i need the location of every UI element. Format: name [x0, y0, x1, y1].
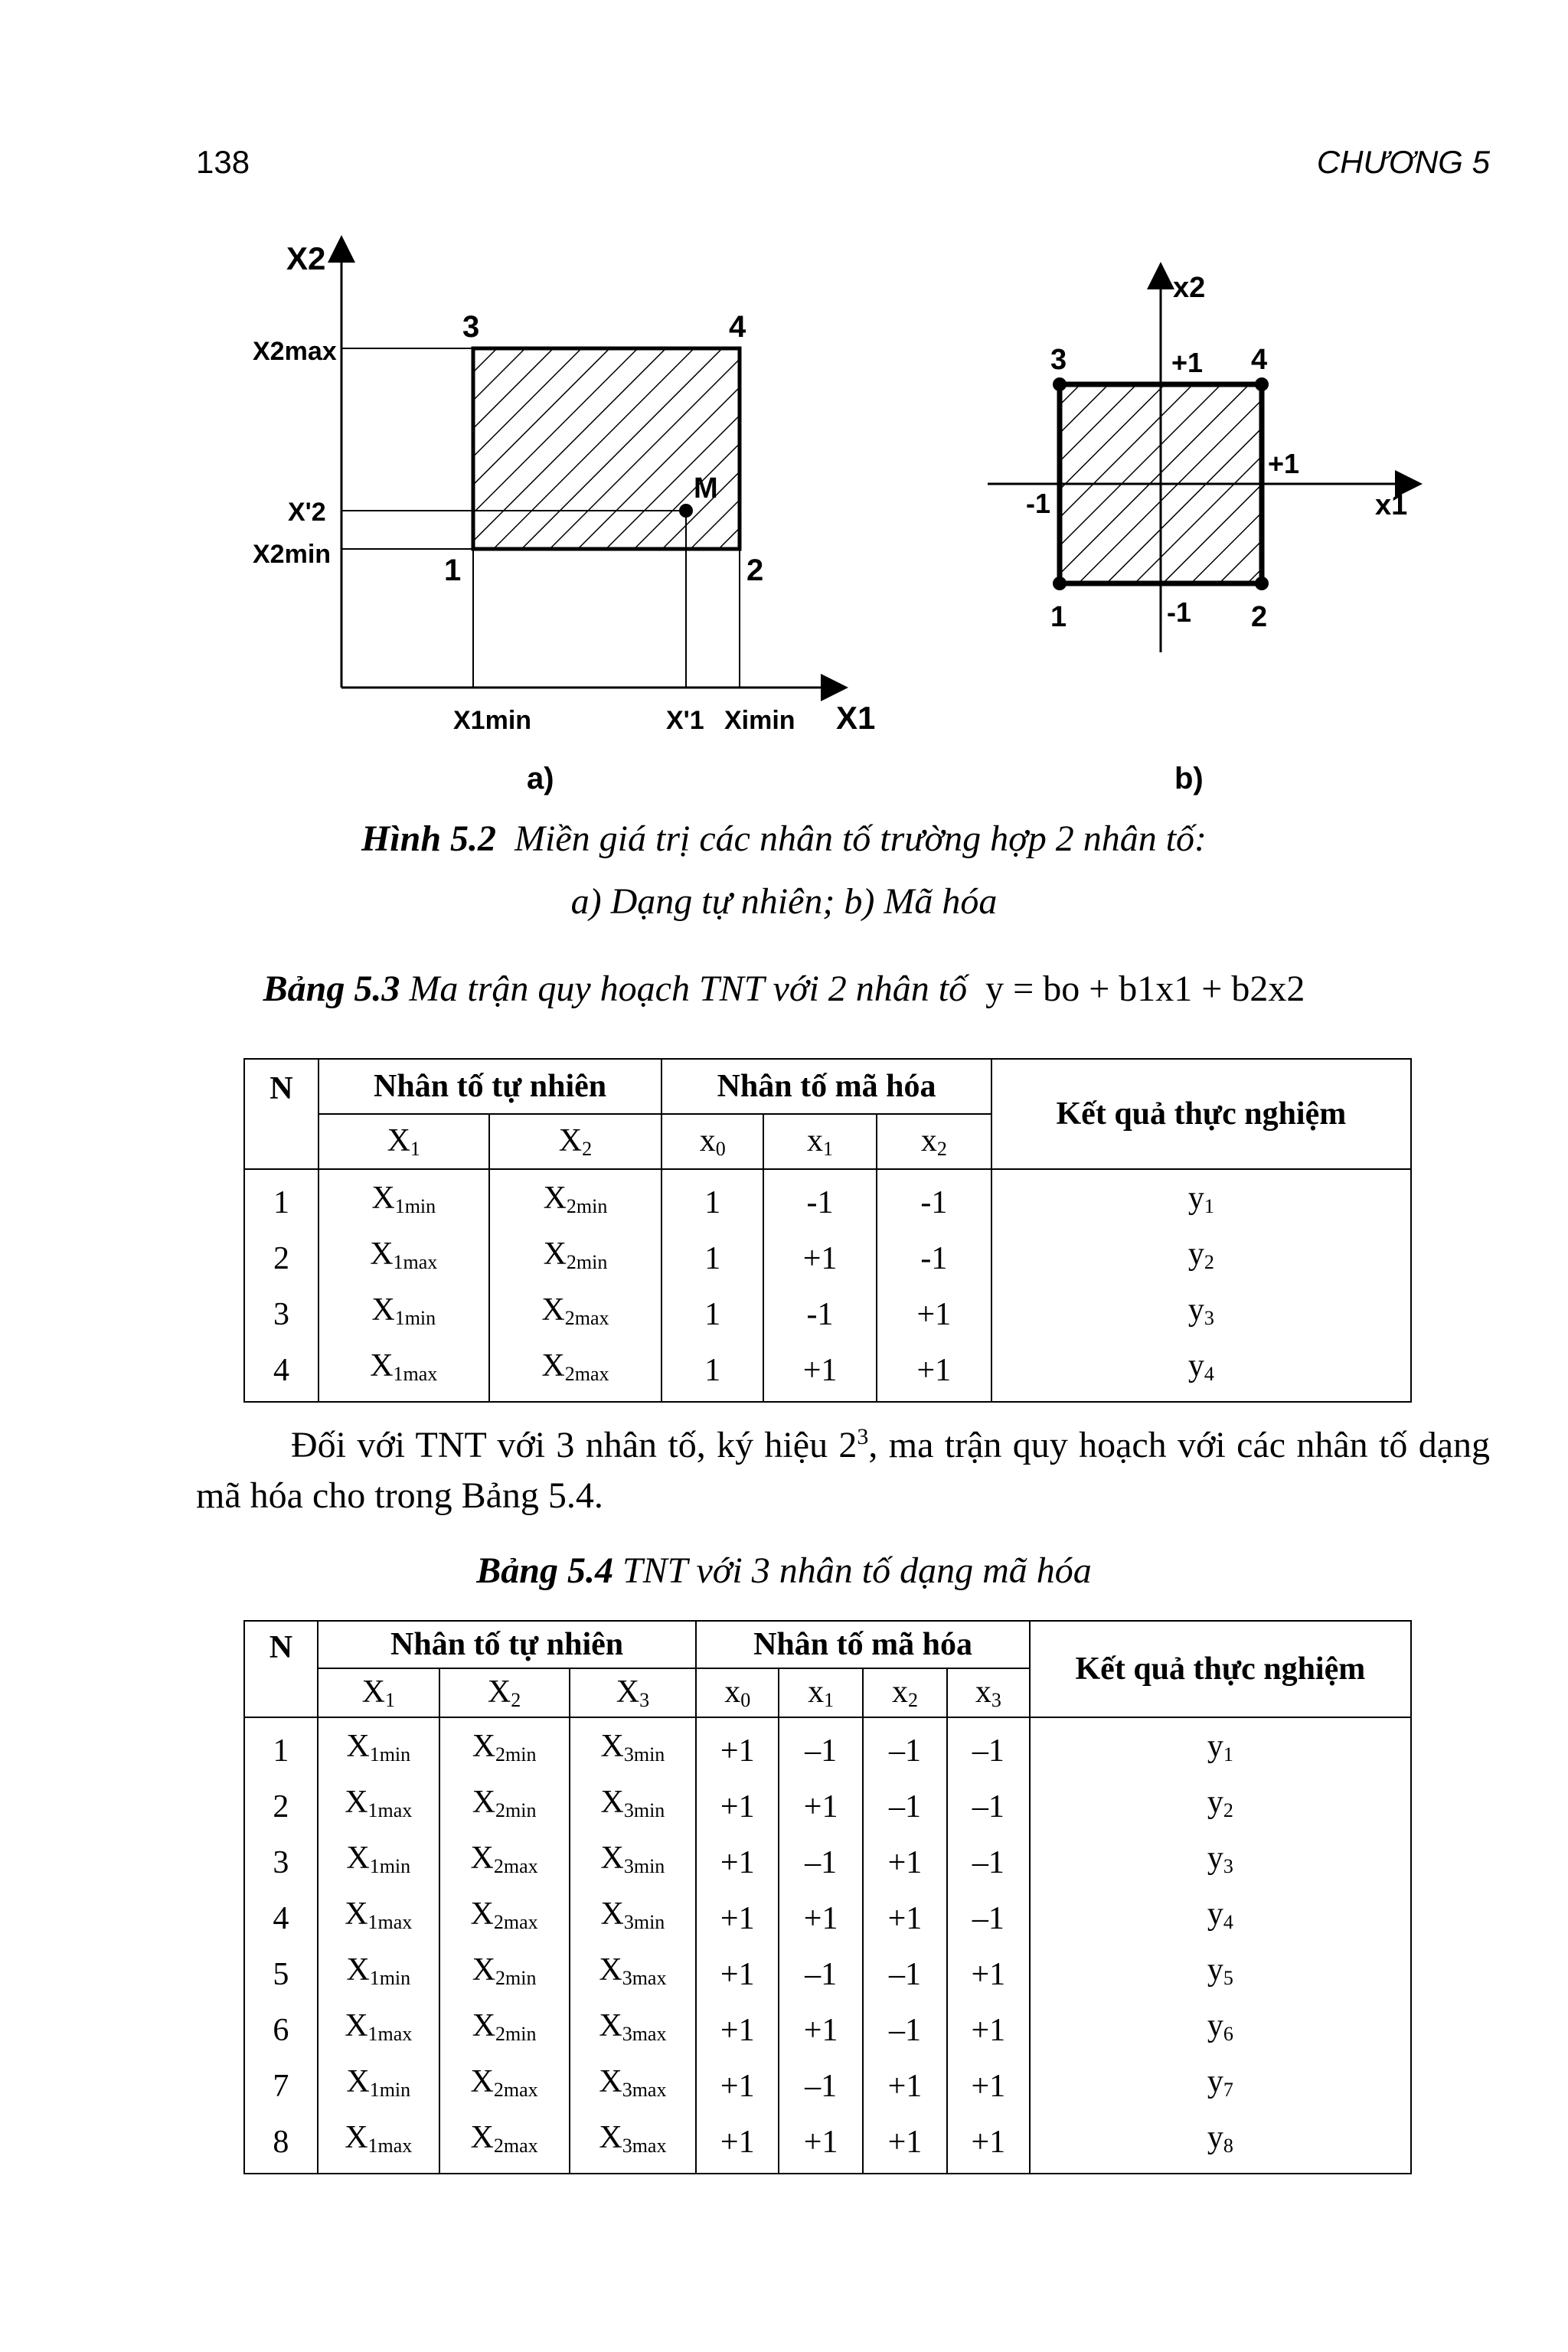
t3-header-coded: Nhân tố mã hóa — [662, 1059, 991, 1114]
figure-caption-line1 — [0, 818, 1568, 860]
t3-col-X1: $X_1$ — [318, 1114, 489, 1169]
fig-b-corner-1: 1 — [1050, 601, 1067, 633]
t3-cell: $X_{2max}$ — [489, 1286, 662, 1342]
t3-row — [244, 1169, 1411, 1230]
t3-cell: +1 — [877, 1342, 991, 1402]
t4-cell: $X_{1min}$ — [318, 1834, 439, 1890]
t4-cell: 1 — [244, 1717, 318, 1779]
table-5-4 — [243, 1620, 1412, 2174]
t4-cell: $X_{1min}$ — [318, 1946, 439, 2002]
figure-caption-text: Miền giá trị các nhân tố trường hợp 2 nhân tố: — [514, 818, 1207, 859]
t4-cell: 2 — [244, 1779, 318, 1834]
t4-cell: $X_{3min}$ — [570, 1890, 697, 1946]
t4-row — [244, 2114, 1411, 2174]
t4-cell: +1 — [947, 1946, 1030, 2002]
t4-cell: $X_{2max}$ — [439, 2058, 570, 2114]
body-paragraph — [196, 1412, 1490, 1521]
t3-cell: $y_3$ — [991, 1286, 1411, 1342]
t4-cell: +1 — [863, 1890, 947, 1946]
t4-cell: $X_{3max}$ — [570, 2002, 697, 2058]
t4-cell: +1 — [947, 2114, 1030, 2174]
t3-cell: 1 — [244, 1169, 318, 1230]
t4-cell: –1 — [947, 1717, 1030, 1779]
t4-cell: +1 — [947, 2002, 1030, 2058]
table4-caption-text: TNT với 3 nhân tố dạng mã hóa — [622, 1550, 1092, 1591]
figure-5-2 — [0, 0, 1568, 827]
fig-a-tick-x1prime: X'1 — [666, 706, 704, 735]
t4-cell: +1 — [696, 1779, 779, 1834]
t3-col-x2: $x_2$ — [877, 1114, 991, 1169]
table4-caption — [0, 1550, 1568, 1592]
t4-cell: +1 — [696, 1834, 779, 1890]
figure-caption-label: Hình 5.2 — [361, 818, 497, 859]
fig-a-corner-2: 2 — [746, 554, 764, 587]
t4-cell: $X_{2max}$ — [439, 2114, 570, 2174]
t4-cell: $X_{2min}$ — [439, 1779, 570, 1834]
t4-cell: $X_{3min}$ — [570, 1779, 697, 1834]
t4-cell: $y_6$ — [1030, 2002, 1411, 2058]
t3-row — [244, 1286, 1411, 1342]
fig-a-tick-x2min: X2min — [253, 540, 332, 569]
table3-caption — [0, 968, 1568, 1010]
t3-cell: $y_2$ — [991, 1230, 1411, 1286]
t4-cell: –1 — [947, 1890, 1030, 1946]
t3-cell: $y_4$ — [991, 1342, 1411, 1402]
t4-row — [244, 1779, 1411, 1834]
t3-cell: -1 — [763, 1286, 877, 1342]
t4-row — [244, 2058, 1411, 2114]
t3-cell: +1 — [763, 1342, 877, 1402]
t4-cell: $y_8$ — [1030, 2114, 1411, 2174]
table-5-3 — [243, 1058, 1412, 1403]
fig-b-x-label: x1 — [1375, 489, 1408, 521]
t4-cell: +1 — [696, 2058, 779, 2114]
t4-cell: $y_1$ — [1030, 1717, 1411, 1779]
t4-cell: $X_{3min}$ — [570, 1834, 697, 1890]
t3-cell: 1 — [662, 1230, 763, 1286]
table3-caption-label: Bảng 5.3 — [263, 969, 400, 1009]
t4-cell: $y_2$ — [1030, 1779, 1411, 1834]
t3-cell: 2 — [244, 1230, 318, 1286]
t3-col-x1: $x_1$ — [763, 1114, 877, 1169]
fig-a-tick-x2max: X2max — [253, 337, 337, 366]
t4-cell: $X_{3max}$ — [570, 1946, 697, 2002]
t3-cell: -1 — [877, 1169, 991, 1230]
t4-cell: $X_{2max}$ — [439, 1890, 570, 1946]
chapter-title: CHƯƠNG 5 — [1316, 144, 1490, 180]
fig-a-sublabel: a) — [527, 762, 554, 795]
fig-a-corner-1: 1 — [444, 554, 462, 587]
t4-row — [244, 1946, 1411, 2002]
t4-col-X1: $X_1$ — [318, 1668, 439, 1717]
t4-row — [244, 1717, 1411, 1779]
t4-cell: –1 — [947, 1779, 1030, 1834]
t4-header-natural: Nhân tố tự nhiên — [318, 1621, 696, 1668]
t3-col-X2: $X_2$ — [489, 1114, 662, 1169]
para-superscript: 3 — [857, 1424, 869, 1449]
t4-cell: $X_{1max}$ — [318, 1890, 439, 1946]
fig-a-corner-4: 4 — [729, 310, 746, 344]
t3-body — [244, 1169, 1411, 1402]
t4-cell: $X_{3min}$ — [570, 1717, 697, 1779]
t4-row — [244, 1890, 1411, 1946]
t4-cell: –1 — [779, 2058, 863, 2114]
table3-equation: y = bo + b1x1 + b2x2 — [985, 969, 1305, 1009]
figure-caption-line2: a) Dạng tự nhiên; b) Mã hóa — [570, 881, 998, 922]
t4-cell: $X_{2min}$ — [439, 1946, 570, 2002]
t4-cell: –1 — [863, 1779, 947, 1834]
t4-cell: –1 — [779, 1834, 863, 1890]
t4-header-coded: Nhân tố mã hóa — [696, 1621, 1029, 1668]
t4-cell: $y_3$ — [1030, 1834, 1411, 1890]
t4-col-x0: $x_0$ — [696, 1668, 779, 1717]
para-text-after: , ma trận quy hoạch với các nhân tố dạng mã hóa cho trong Bảng 5.4. — [196, 1425, 1491, 1516]
t4-cell: $y_4$ — [1030, 1890, 1411, 1946]
t3-cell: $y_1$ — [991, 1169, 1411, 1230]
t4-cell: –1 — [863, 1717, 947, 1779]
t4-cell: +1 — [779, 2002, 863, 2058]
t3-cell: 1 — [662, 1169, 763, 1230]
t4-cell: +1 — [779, 2114, 863, 2174]
t3-cell: $X_{1min}$ — [318, 1169, 489, 1230]
t4-cell: +1 — [779, 1890, 863, 1946]
t4-cell: +1 — [696, 2002, 779, 2058]
t4-row — [244, 2002, 1411, 2058]
t3-cell: $X_{2min}$ — [489, 1230, 662, 1286]
t3-cell: 1 — [662, 1342, 763, 1402]
t4-cell: +1 — [696, 1717, 779, 1779]
t3-col-x0: $x_0$ — [662, 1114, 763, 1169]
t4-cell: +1 — [947, 2058, 1030, 2114]
t4-col-X2: $X_2$ — [439, 1668, 570, 1717]
t4-cell: $X_{1min}$ — [318, 1717, 439, 1779]
t4-cell: 8 — [244, 2114, 318, 2174]
t4-cell: $X_{3max}$ — [570, 2058, 697, 2114]
t4-body — [244, 1717, 1411, 2174]
t4-cell: –1 — [863, 1946, 947, 2002]
table4-caption-label: Bảng 5.4 — [476, 1550, 613, 1591]
t4-cell: +1 — [696, 1890, 779, 1946]
t4-col-X3: $X_3$ — [570, 1668, 697, 1717]
t3-cell: $X_{2min}$ — [489, 1169, 662, 1230]
t4-cell: +1 — [696, 2114, 779, 2174]
t3-cell: -1 — [877, 1230, 991, 1286]
t4-cell: $X_{1max}$ — [318, 2114, 439, 2174]
fig-a-corner-3: 3 — [462, 310, 480, 344]
t4-cell: +1 — [863, 1834, 947, 1890]
fig-b-corner-2: 2 — [1251, 601, 1268, 633]
t4-cell: –1 — [779, 1946, 863, 2002]
t3-header-n: N — [244, 1059, 318, 1169]
t4-header-result: Kết quả thực nghiệm — [1030, 1621, 1411, 1717]
fig-a-tick-x1min: X1min — [453, 706, 532, 735]
figure-a — [253, 240, 875, 795]
fig-a-tick-x2prime: X'2 — [288, 498, 326, 527]
t3-cell: $X_{1max}$ — [318, 1342, 489, 1402]
t4-cell: +1 — [779, 1779, 863, 1834]
t4-col-x3: $x_3$ — [947, 1668, 1030, 1717]
t3-cell: 1 — [662, 1286, 763, 1342]
fig-a-x-label: X1 — [836, 700, 876, 736]
t4-col-x2: $x_2$ — [863, 1668, 947, 1717]
t4-cell: $y_7$ — [1030, 2058, 1411, 2114]
t4-cell: $X_{2max}$ — [439, 1834, 570, 1890]
t4-cell: 6 — [244, 2002, 318, 2058]
t4-cell: $X_{2min}$ — [439, 2002, 570, 2058]
t4-header-n: N — [244, 1621, 318, 1717]
fig-b-tick-x-right: +1 — [1268, 448, 1300, 479]
t4-cell: +1 — [863, 2114, 947, 2174]
t3-cell: +1 — [877, 1286, 991, 1342]
t4-cell: 4 — [244, 1890, 318, 1946]
fig-a-point-label: M — [694, 472, 718, 505]
fig-b-tick-x-left: -1 — [1026, 488, 1051, 519]
t3-row — [244, 1230, 1411, 1286]
t3-header-result: Kết quả thực nghiệm — [991, 1059, 1411, 1169]
t3-cell: $X_{1max}$ — [318, 1230, 489, 1286]
t4-col-x1: $x_1$ — [779, 1668, 863, 1717]
fig-b-corner-4: 4 — [1251, 344, 1268, 376]
fig-b-region — [1060, 384, 1262, 583]
t4-cell: 7 — [244, 2058, 318, 2114]
t3-cell: 3 — [244, 1286, 318, 1342]
t4-cell: –1 — [863, 2002, 947, 2058]
t4-row — [244, 1834, 1411, 1890]
t4-cell: $X_{3max}$ — [570, 2114, 697, 2174]
fig-a-region — [473, 348, 740, 549]
t3-row — [244, 1342, 1411, 1402]
t4-cell: 5 — [244, 1946, 318, 2002]
t3-cell: $X_{2max}$ — [489, 1342, 662, 1402]
t3-cell: 4 — [244, 1342, 318, 1402]
page-number: 138 — [196, 144, 250, 180]
t3-cell: $X_{1min}$ — [318, 1286, 489, 1342]
t4-cell: $X_{1max}$ — [318, 1779, 439, 1834]
t4-cell: $X_{2min}$ — [439, 1717, 570, 1779]
t3-cell: -1 — [763, 1169, 877, 1230]
t4-cell: +1 — [696, 1946, 779, 2002]
fig-b-tick-y-top: +1 — [1171, 347, 1204, 378]
figure-b — [988, 272, 1409, 795]
t4-cell: $y_5$ — [1030, 1946, 1411, 2002]
fig-b-y-label: x2 — [1173, 272, 1206, 304]
fig-a-point-m — [679, 504, 693, 518]
fig-b-sublabel: b) — [1174, 762, 1204, 795]
fig-b-tick-y-bottom: -1 — [1167, 596, 1192, 628]
fig-a-tick-ximin: Ximin — [724, 706, 795, 735]
t4-cell: $X_{1max}$ — [318, 2002, 439, 2058]
t4-cell: 3 — [244, 1834, 318, 1890]
t4-cell: –1 — [947, 1834, 1030, 1890]
table3-caption-text: Ma trận quy hoạch TNT với 2 nhân tố — [409, 969, 968, 1009]
t4-cell: +1 — [863, 2058, 947, 2114]
t3-cell: +1 — [763, 1230, 877, 1286]
fig-a-y-label: X2 — [286, 240, 326, 276]
fig-b-corner-3: 3 — [1050, 344, 1067, 376]
t4-cell: $X_{1min}$ — [318, 2058, 439, 2114]
t3-header-natural: Nhân tố tự nhiên — [318, 1059, 662, 1114]
t4-cell: –1 — [779, 1717, 863, 1779]
para-text-before: Đối với TNT với 3 nhân tố, ký hiệu 2 — [291, 1425, 858, 1465]
